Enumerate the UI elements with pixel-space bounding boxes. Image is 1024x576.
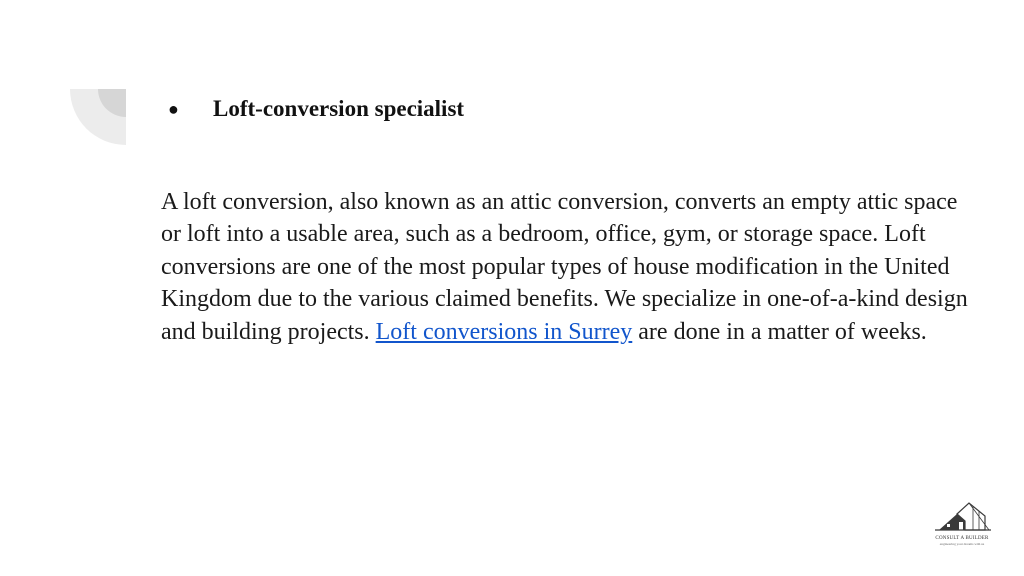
corner-decoration [70, 89, 126, 145]
body-paragraph [161, 186, 981, 348]
section-heading [168, 96, 464, 122]
bullet-icon: ● [168, 98, 179, 119]
paragraph-text: A loft conversion, also known as an attic conversion, converts an empty attic space or loft into a usable area, such as a bedroom, office, gym, or storage space. Loft conversions are one of the most popular types of house modification in the United Kingdom due to the various claimed benefits. We specialize in one-of-a-kind design and building projects. [161, 189, 968, 345]
paragraph-text-end: are done in a matter of weeks. [632, 318, 927, 345]
logo-name: CONSULT A BUILDER [935, 536, 989, 541]
loft-conversions-surrey-link[interactable]: Loft conversions in Surrey [375, 318, 633, 345]
logo-tagline: engineering your dreams with us [939, 542, 985, 546]
consult-a-builder-logo [932, 500, 992, 552]
heading-text: Loft-conversion specialist [213, 96, 465, 121]
house-logo-icon [933, 500, 991, 536]
